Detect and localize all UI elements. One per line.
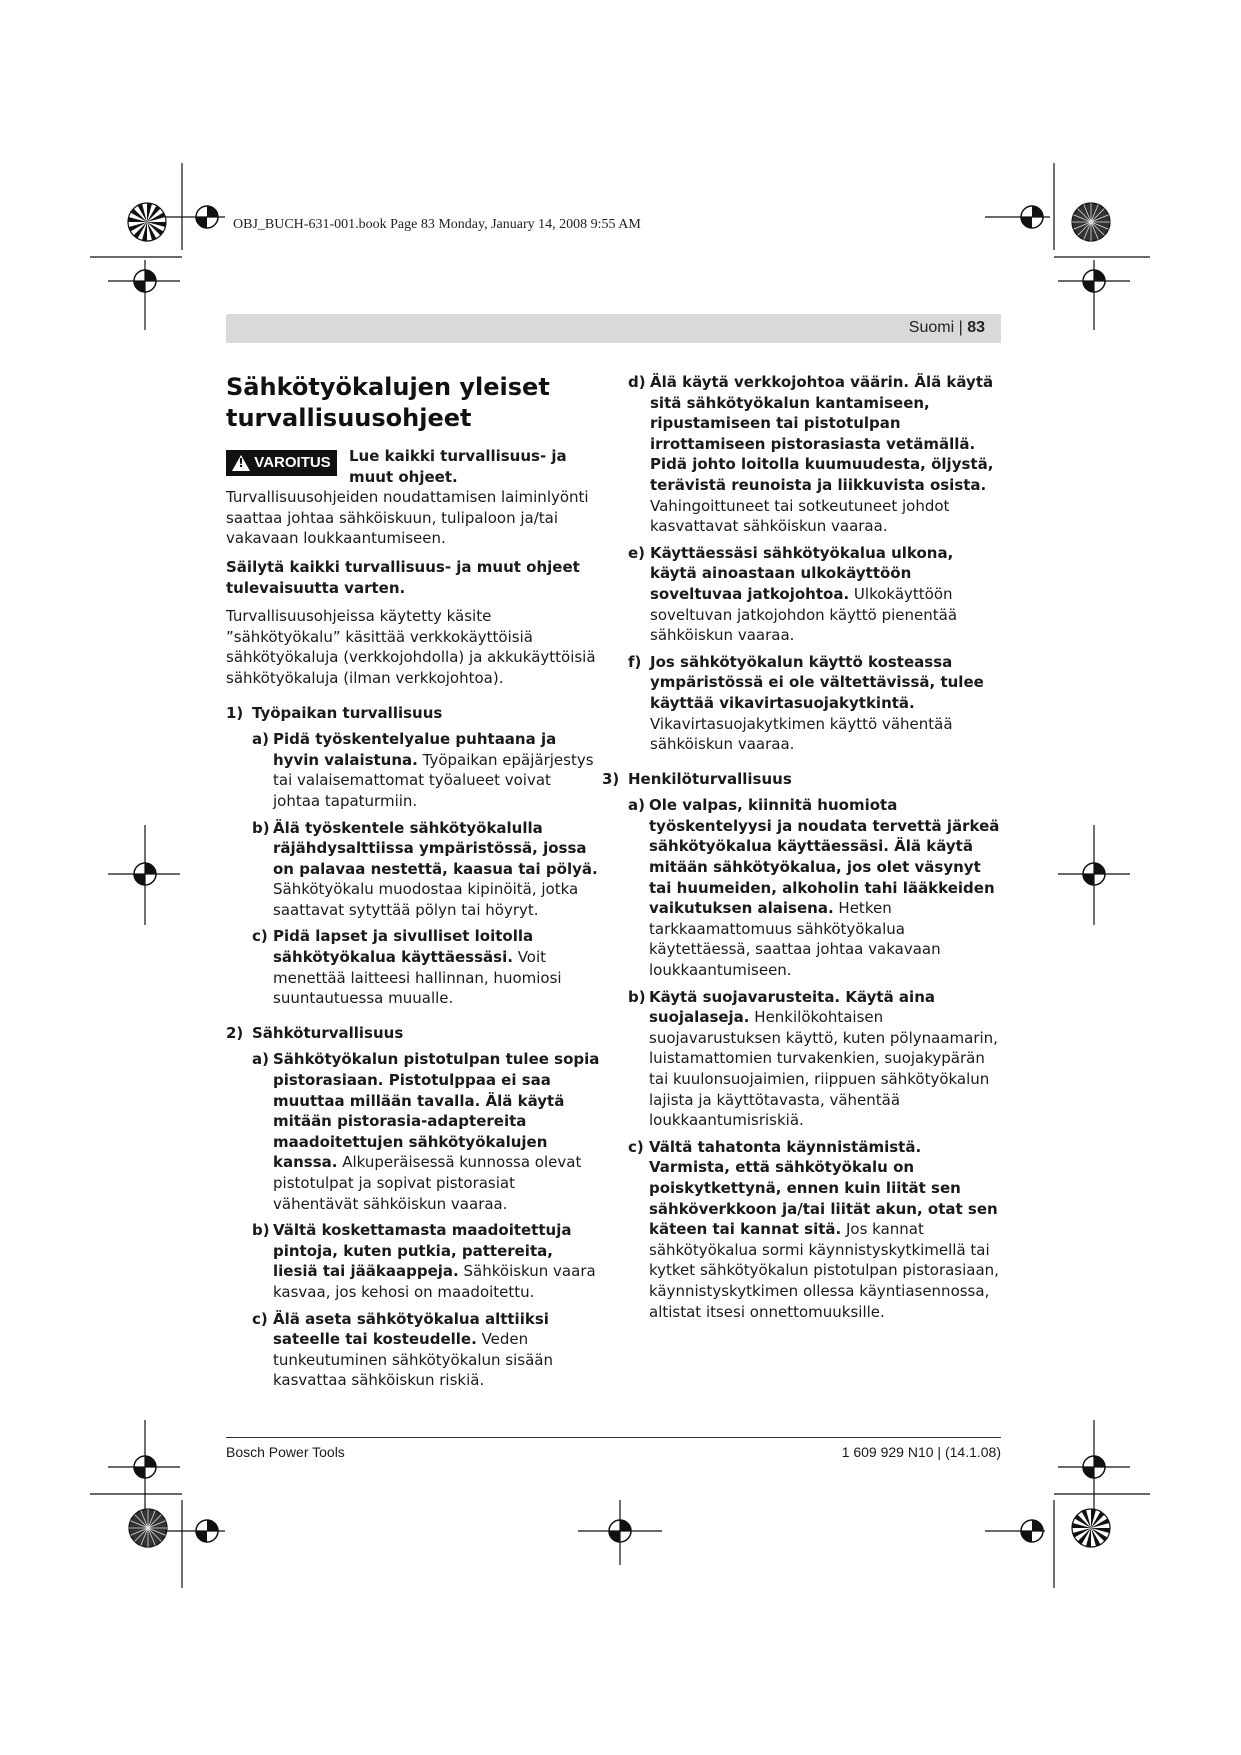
right-column (602, 372, 1001, 1328)
intro-paragraph: Turvallisuusohjeissa käytetty käsite ”sähkötyökalu” käsittää verkkokäyttöisiä sähkötyökaluja (verkkojohdolla) ja akkukäyttöisiä sähkötyökaluja (ilman verkkojohtoa). (226, 607, 596, 687)
footer-docnumber: 1 609 929 N10 | (14.1.08) (841, 1444, 1001, 1460)
section-heading: 1) Työpaikan turvallisuus (226, 703, 443, 722)
keep-instructions: Säilytä kaikki turvallisuus- ja muut ohjeet tulevaisuutta varten. (226, 557, 580, 597)
section-heading: 2) Sähköturvallisuus (226, 1023, 404, 1042)
page-number: 83 (967, 319, 985, 336)
warning-badge (226, 450, 337, 476)
list-item: d) Älä käytä verkkojohtoa väärin. Älä käytä sitä sähkötyökalun kantamiseen, ripustamiseen tai pistotulpan irrottamiseen pistorasiasta vetämällä. Pidä johto loitolla kuumuudesta, öljystä, terävistä reunoista ja liikkuvista osista. Vahingoittuneet tai sotkeutuneet johdot kasvattavat sähköiskun vaaraa. (628, 373, 994, 536)
section-heading: 3) Henkilöturvallisuus (602, 769, 792, 788)
page-footer (226, 1437, 1001, 1460)
list-item: c) Pidä lapset ja sivulliset loitolla sähkötyökalua käyttäessäsi. Voit menettää laitteesi hallinnan, huomiosi suuntautuessa muualle. (252, 927, 562, 1008)
header-language: Suomi (908, 319, 955, 336)
warning-lead: Lue kaikki turvallisuus- ja muut ohjeet. (349, 447, 567, 486)
footer-publisher: Bosch Power Tools (226, 1444, 345, 1460)
list-item: a) Sähkötyökalun pistotulpan tulee sopia pistorasiaan. Pistotulppaa ei saa muuttaa millään tavalla. Älä käytä mitään pistorasia-adaptereita maadoitettujen sähkötyökalujen kanssa. Alkuperäisessä kunnossa olevat pistotulpat ja sopivat pistorasiat vähentävät sähköiskun vaaraa. (252, 1050, 600, 1213)
page-title: Sähkötyökalujen yleiset turvallisuusohjeet (226, 373, 550, 432)
list-item: e) Käyttäessäsi sähkötyökalua ulkona, käytä ainoastaan ulkokäyttöön soveltuvaa jatkojohtoa. Ulkokäyttöön soveltuvan jatkojohdon käyttö pienentää sähköiskun vaaraa. (628, 543, 958, 645)
list-item: f) Jos sähkötyökalun käyttö kosteassa ympäristössä ei ole vältettävissä, tulee käyttää vikavirtasuojakytkintä. Vikavirtasuojakytkimen käyttö vähentää sähköiskun vaaraa. (628, 652, 984, 754)
warning-badge-label: VAROITUS (254, 454, 331, 471)
list-item: c) Vältä tahatonta käynnistämistä. Varmista, että sähkötyökalu on poiskytkettynä, ennen kuin liität sen sähköverkkoon ja/tai liität akun, otat sen käteen tai kannat sitä. Jos kannat sähkötyökalua sormi käynnistyskytkimellä tai kytket sähkötyökalun pistotulpan pistorasiaan, käynnistyskytkimen ollessa käyntiasennossa, altistat itsesi onnettomuuksille. (628, 1137, 999, 1321)
warning-triangle-icon: ! (232, 455, 250, 471)
page-header-bar (226, 314, 1001, 343)
warning-block (226, 446, 601, 549)
page-header-label (909, 319, 985, 337)
list-item: c) Älä aseta sähkötyökalua alttiiksi sateelle tai kosteudelle. Veden tunkeutuminen sähkötyökalun sisään kasvattaa sähköiskun riskiä. (252, 1309, 553, 1390)
book-file-line: OBJ_BUCH-631-001.book Page 83 Monday, January 14, 2008 9:55 AM (233, 217, 641, 232)
list-item: a) Pidä työskentelyalue puhtaana ja hyvin valaistuna. Työpaikan epäjärjestys tai valaisemattomat työalueet voivat johtaa tapaturmiin. (252, 730, 594, 810)
list-item: a) Ole valpas, kiinnitä huomiota työskentelyysi ja noudata tervettä järkeä sähkötyökalua käyttäessäsi. Älä käytä mitään sähkötyökalua, jos olet väsynyt tai huumeiden, alkoholin tahi lääkkeiden vaikutuksen alaisena. Hetken tarkkaamattomuus sähkötyökalua käytettäessä, saattaa johtaa vakavaan loukkaantumiseen. (628, 796, 1000, 980)
header-separator: | (958, 319, 963, 336)
list-item: b) Älä työskentele sähkötyökalulla räjähdysalttiissa ympäristössä, jossa on palavaa nestettä, kaasua tai pölyä. Sähkötyökalu muodostaa kipinöitä, jotka saattavat sytyttää pölyn tai höyryt. (252, 818, 598, 919)
left-column (226, 372, 601, 1397)
list-item: b) Käytä suojavarusteita. Käytä aina suojalaseja. Henkilökohtaisen suojavarustuksen käyttö, kuten pölynaamarin, luistamattomien turvakenkien, suojakypärän tai kuulonsuojaimien, riippuen sähkötyökalun lajista ja käyttötavasta, vähentää loukkaantumisriskiä. (628, 987, 998, 1130)
warning-text: Turvallisuusohjeiden noudattamisen laiminlyönti saattaa johtaa sähköiskuun, tulipaloon ja/tai vakavaan loukkaantumiseen. (226, 488, 589, 548)
list-item: b) Vältä koskettamasta maadoitettuja pintoja, kuten putkia, pattereita, liesiä tai jääkaappeja. Sähköiskun vaara kasvaa, jos kehosi on maadoitettu. (252, 1221, 596, 1301)
